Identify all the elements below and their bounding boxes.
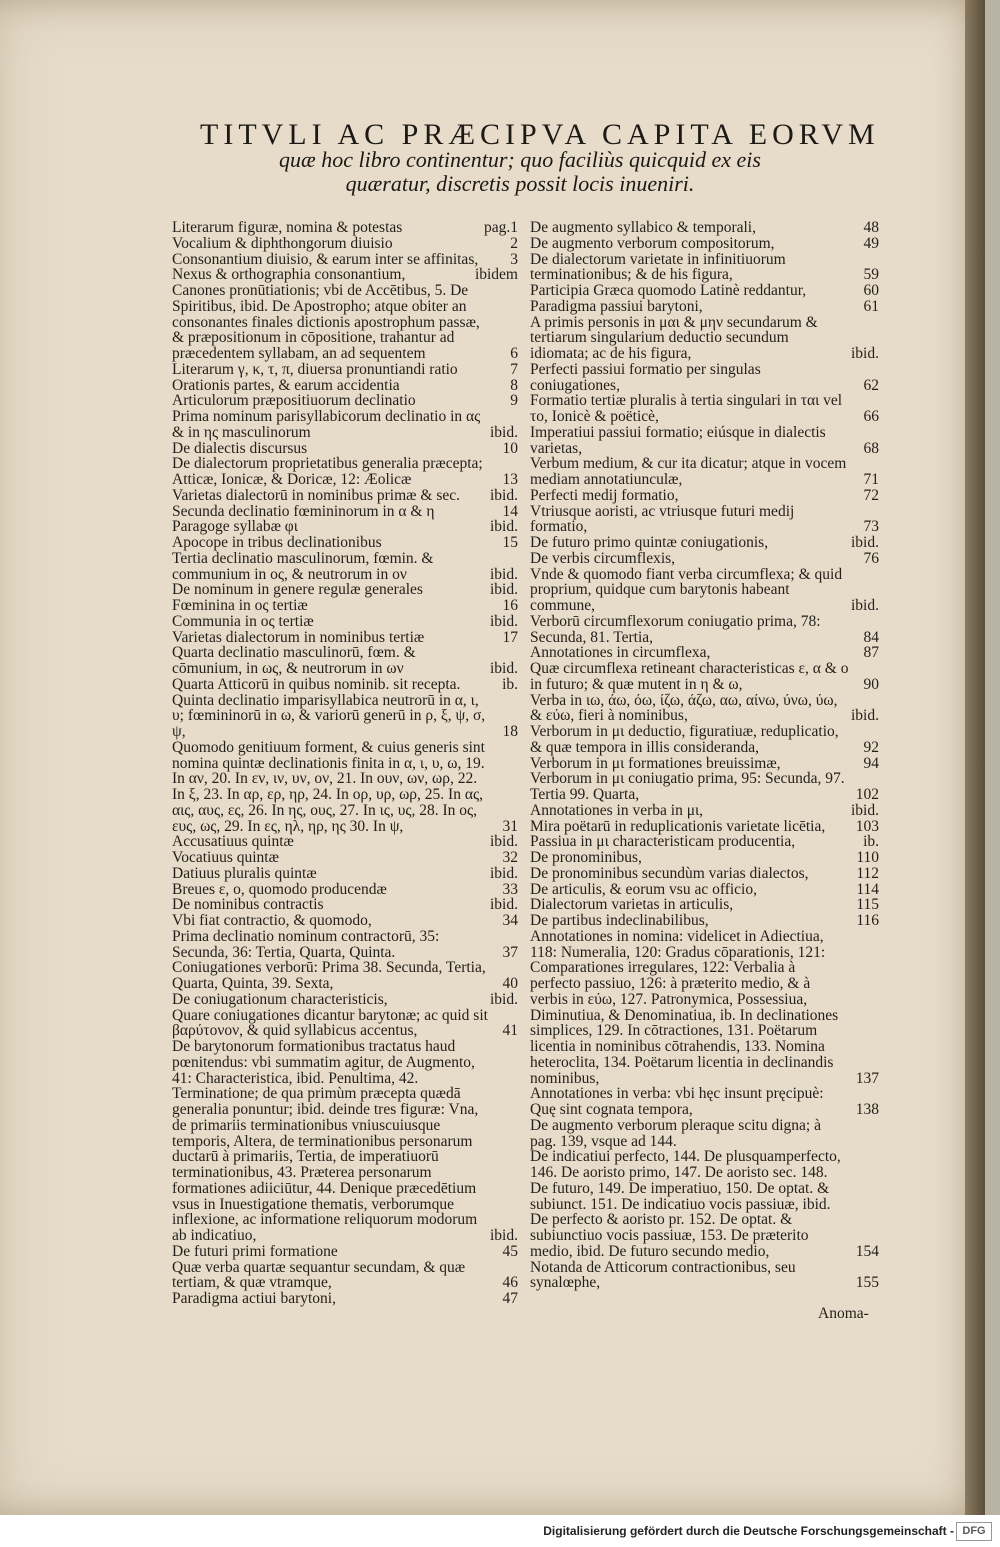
entry-page: 60 xyxy=(863,282,879,299)
index-entry xyxy=(530,756,879,772)
entry-page: ibid. xyxy=(490,990,518,1008)
entry-title: Imperatiui passiui formatio; eiúsque in dialectis varietas, xyxy=(530,423,826,457)
entry-title: Literarum figuræ, nomina & potestas xyxy=(172,219,403,236)
entry-title: De barytonorum formationibus tractatus haud pœnitendus: vbi summatim agitur, de Augmento, 41: Characteristica, ibid. Penultima, 42. Terminatione; de qua primùm præcepta quædā generalia ponuntur; ibid. deinde tres figuræ: Vna, de primariis terminationibus vniuscuiusque temporis, Altera, de terminationibus personarum ductarū à primariis, Tertia, de imperatiuorū terminationibus, 43. Præterea personarum formationes adiiciūtur, 44. Denique præcedētium vsus in Inuestigatione thematis, verborumque inflexione, ac informatione reliquorum modorum ab indicatiuo, xyxy=(172,1038,479,1244)
entry-title: Verborum in μι formationes breuissimæ, xyxy=(530,754,781,772)
entry-title: Accusatiuus quintæ xyxy=(172,833,294,851)
entry-page: 37 xyxy=(502,943,518,961)
entry-title: De augmento verborum pleraque scitu digna; à pag. 139, vsque ad 144. xyxy=(530,1116,821,1150)
entry-title: Verbum medium, & cur ita dicatur; atque in vocem mediam annotatiunculæ, xyxy=(530,455,847,488)
entry-title: Verborū circumflexorum coniugatio prima, 78: Secunda, 81. Tertia, xyxy=(530,612,821,646)
entry-title: De pronominibus, xyxy=(530,849,642,866)
entry-page: 46 xyxy=(502,1274,518,1292)
index-entry xyxy=(172,393,518,409)
entry-title: Annotationes in verba: vbi hęc insunt pręcipuè: Quę sint cognata tempora, xyxy=(530,1085,824,1118)
entry-page: 76 xyxy=(863,549,879,567)
index-entry xyxy=(530,1118,879,1150)
entry-page: 72 xyxy=(863,486,879,504)
entry-title: De nominum in genere regulæ generales xyxy=(172,581,423,599)
index-entry xyxy=(530,819,879,835)
entry-page: ibid. xyxy=(490,833,518,851)
entry-page: ibid. xyxy=(490,581,518,599)
page-subtitle: quæ hoc libro continentur; quo faciliùs quicquid ex eis quæratur, discretis possit locis inueniri. xyxy=(279,147,761,196)
index-entry xyxy=(172,488,518,504)
digitization-footer xyxy=(0,1515,1000,1547)
entry-page: 9 xyxy=(510,392,518,410)
entry-page: 34 xyxy=(502,912,518,929)
entry-title: Fœminina in ος tertiæ xyxy=(172,597,308,614)
index-entry xyxy=(530,535,879,551)
entry-page: 102 xyxy=(855,786,879,803)
index-entry xyxy=(172,582,518,598)
entry-title: Mira poëtarū in reduplicationis varietate licētia, xyxy=(530,817,826,835)
entry-page: 116 xyxy=(856,912,879,929)
index-entry xyxy=(172,283,518,362)
index-entry xyxy=(172,535,518,551)
entry-page: ibid. xyxy=(851,801,879,819)
entry-title: Orationis partes, & earum accidentia xyxy=(172,376,400,394)
entry-page: 7 xyxy=(510,360,518,378)
page-title: TITVLI AC PRÆCIPVA CAPITA EORVM xyxy=(200,118,880,151)
index-entry xyxy=(530,834,879,850)
index-entry xyxy=(172,378,518,394)
entry-page: 68 xyxy=(863,439,879,457)
entry-page: ibid. xyxy=(851,707,879,725)
entry-title: De dialectorum proprietatibus generalia præcepta; Atticæ, Ionicæ, & Doricæ, 12: Æolicæ xyxy=(172,455,483,488)
entry-title: Annotationes in verba in μι, xyxy=(530,801,704,819)
index-entry xyxy=(172,913,518,929)
entry-page: 49 xyxy=(863,234,879,252)
entry-page: 18 xyxy=(502,723,518,740)
index-entry xyxy=(530,771,879,803)
entry-page: 10 xyxy=(502,439,518,457)
entry-title: De verbis circumflexis, xyxy=(530,549,676,567)
catchword: Anoma- xyxy=(818,1305,869,1322)
entry-title: Paragoge syllabæ φι xyxy=(172,518,298,536)
index-entry xyxy=(172,1244,518,1260)
index-entry xyxy=(530,315,879,362)
entry-page: 13 xyxy=(502,471,518,488)
entry-title: De dialectis discursus xyxy=(172,439,308,457)
index-entry xyxy=(172,456,518,488)
entry-page: 48 xyxy=(863,219,879,236)
entry-page: ibid. xyxy=(490,423,518,441)
entry-title: Breues ε, ο, quomodo producendæ xyxy=(172,880,387,898)
entry-title: Quarta declinatio masculinorū, fœm. & cōmunium, in ως, & neutrorum in ων xyxy=(172,644,416,677)
entry-page: ibid. xyxy=(490,565,518,583)
entry-page: 15 xyxy=(502,534,518,551)
index-entry xyxy=(530,929,879,1087)
entry-title: Prima declinatio nominum contractorū, 35: Secunda, 36: Tertia, Quarta, Quinta. xyxy=(172,927,440,961)
entry-page: 8 xyxy=(510,376,518,394)
entry-page: 45 xyxy=(502,1242,518,1260)
entry-title: Dialectorum varietas in articulis, xyxy=(530,896,734,914)
entry-page: 16 xyxy=(502,597,518,614)
index-entry xyxy=(530,803,879,819)
index-entry xyxy=(530,1086,879,1118)
entry-page: ibid. xyxy=(851,534,879,551)
entry-title: Secunda declinatio fœmininorum in α & η xyxy=(172,502,435,520)
index-entry xyxy=(530,456,879,488)
entry-page: 17 xyxy=(502,628,518,646)
entry-page: 41 xyxy=(502,1022,518,1040)
entry-page: 87 xyxy=(863,644,879,662)
index-entry xyxy=(530,850,879,866)
entry-page: 90 xyxy=(863,675,879,693)
entry-title: Consonantium diuisio, & earum inter se affinitas, xyxy=(172,250,479,268)
index-entry xyxy=(530,724,879,756)
entry-title: Canones pronūtiationis; vbi de Accētibus, 5. De Spiritibus, ibid. De Apostropho; atque obiter an consonantes finales dictionis apostrophum passæ, & præpositionum in cōpositione, trahantur ad præcedentem syllabam, an ad sequentem xyxy=(172,282,480,362)
entry-page: 137 xyxy=(855,1069,879,1087)
index-entry xyxy=(172,252,518,268)
index-entry xyxy=(172,519,518,535)
index-entry xyxy=(172,598,518,614)
index-entry xyxy=(530,866,879,882)
index-entry xyxy=(530,252,879,284)
entry-title: De dialectorum varietate in infinitiuorum terminationibus; & de his figura, xyxy=(530,250,786,284)
entry-title: Annotationes in circumflexa, xyxy=(530,644,711,662)
index-entry xyxy=(172,409,518,441)
index-entry xyxy=(530,299,879,315)
dfg-logo-icon: DFG xyxy=(956,1522,992,1541)
index-entry xyxy=(530,488,879,504)
entry-title: Articulorum præpositiuorum declinatio xyxy=(172,392,416,410)
entry-title: Verborum in μι coniugatio prima, 95: Secunda, 97. Tertia 99. Quarta, xyxy=(530,770,845,803)
book-spine-edge xyxy=(965,0,985,1515)
entry-title: Quarta Atticorū in quibus nominib. sit recepta. xyxy=(172,675,461,693)
index-entry xyxy=(530,1260,879,1292)
entry-page: 14 xyxy=(502,502,518,520)
entry-page: 155 xyxy=(855,1274,879,1292)
entry-title: Annotationes in nomina: videlicet in Adiectiua, 118: Numeralia, 120: Gradus cōparationis, 121: Comparationes irregulares, 122: Verbalia à perfecto passiuo, 126: à præterito medio, & à verbis in εύω, 127. Patronymica, Possessiua, Diminutiua, & Denominatiua, ib. In declinationes simplices, 129. In cōtractiones, 131. Poëtarum licentia in nominibus cōtrahendis, 133. Nomina heteroclita, 134. Poëtarum licentia in declinandis nominibus, xyxy=(530,927,839,1087)
entry-page: 47 xyxy=(502,1290,518,1307)
entry-page: pag.1 xyxy=(483,219,518,236)
index-entry xyxy=(530,551,879,567)
entry-page: 33 xyxy=(502,880,518,898)
entry-title: Quæ circumflexa retineant characteristicas ε, α & ο in futuro; & quæ mutent in η & ω, xyxy=(530,660,849,693)
entry-title: Quare coniugationes dicantur barytonæ; ac quid sit βαρύτονον, & quid syllabicus accentus, xyxy=(172,1006,488,1040)
entry-title: A primis personis in μαι & μην secundarum & tertiarum singularium deductio secundum idiomata; ac de his figura, xyxy=(530,313,818,362)
entry-title: Communia in ος tertiæ xyxy=(172,612,314,630)
entry-page: 71 xyxy=(863,471,879,488)
entry-title: Vtriusque aoristi, ac vtriusque futuri medij formatio, xyxy=(530,502,795,536)
entry-title: De nominibus contractis xyxy=(172,896,324,914)
entry-title: Paradigma actiui barytoni, xyxy=(172,1290,336,1307)
entry-title: De indicatiui perfecto, 144. De plusquamperfecto, 146. De aoristo primo, 147. De aoristo sec. 148. De futuro, 149. De imperatiuo, 150. De optat. & subiunct. 151. De indicatiuo vocis passiuæ, ibid. De perfecto & aoristo pr. 152. De optat. & subiunctiuo vocis passiuæ, 153. De præterito medio, ibid. De futuro secundo medio, xyxy=(530,1148,841,1260)
entry-title: Vocalium & diphthongorum diuisio xyxy=(172,234,393,252)
index-entry xyxy=(172,1008,518,1040)
index-entry xyxy=(172,630,518,646)
index-entry xyxy=(530,645,879,661)
index-entry xyxy=(172,1260,518,1292)
entry-title: Coniugationes verborū: Prima 38. Secunda, Tertia, Quarta, Quinta, 39. Sexta, xyxy=(172,959,486,992)
index-entry xyxy=(172,236,518,252)
entry-page: 154 xyxy=(855,1242,879,1260)
entry-title: Participia Græca quomodo Latinè reddantur, xyxy=(530,282,807,299)
entry-page: ibid. xyxy=(490,612,518,630)
entry-title: Varietas dialectorū in nominibus primæ & sec. xyxy=(172,486,460,504)
entry-page: ibid. xyxy=(490,896,518,914)
entry-page: 61 xyxy=(863,297,879,315)
entry-page: ibidem xyxy=(474,266,518,284)
entry-page: 138 xyxy=(855,1101,879,1118)
entry-title: Verba in ιω, άω, όω, ίζω, άζω, αω, αίνω, ύνω, ύω, & εύω, fieri à nominibus, xyxy=(530,691,838,725)
entry-title: Paradigma passiui barytoni, xyxy=(530,297,703,315)
entry-title: Perfecti passiui formatio per singulas coniugationes, xyxy=(530,360,761,394)
index-entry xyxy=(172,267,518,283)
index-entry xyxy=(172,693,518,740)
entry-page: ibid. xyxy=(490,486,518,504)
entry-title: Apocope in tribus declinationibus xyxy=(172,534,382,551)
entry-title: De pronominibus secundùm varias dialectos, xyxy=(530,864,809,882)
entry-title: Prima nominum parisyllabicorum declinatio in ας & in ης masculinorum xyxy=(172,408,481,441)
entry-page: 114 xyxy=(856,880,879,898)
entry-title: De augmento verborum compositorum, xyxy=(530,234,775,252)
index-entry xyxy=(530,504,879,536)
index-entry xyxy=(530,1149,879,1259)
index-entry xyxy=(172,551,518,583)
entry-title: Literarum γ, κ, τ, π, diuersa pronuntiandi ratio xyxy=(172,360,458,378)
entry-page: 73 xyxy=(863,518,879,536)
index-entry xyxy=(530,236,879,252)
entry-title: Datiuus pluralis quintæ xyxy=(172,864,317,882)
entry-page: ibid. xyxy=(490,660,518,677)
index-entry xyxy=(530,362,879,394)
index-entry xyxy=(172,866,518,882)
entry-title: Tertia declinatio masculinorum, fœmin. & communium in ος, & neutrorum in ον xyxy=(172,549,434,583)
index-entry xyxy=(172,992,518,1008)
entry-page: 103 xyxy=(855,817,879,835)
entry-page: 84 xyxy=(863,628,879,646)
entry-title: Formatio tertiæ pluralis à tertia singulari in ται vel το, Ionicè & poëticè, xyxy=(530,392,843,425)
index-entry xyxy=(172,441,518,457)
entry-page: ibid. xyxy=(490,518,518,536)
entry-page: 3 xyxy=(510,250,518,268)
index-entry xyxy=(172,220,518,236)
entry-page: 92 xyxy=(863,738,879,756)
entry-title: Vbi fiat contractio, & quomodo, xyxy=(172,912,372,929)
entry-title: Quinta declinatio imparisyllabica neutrorū in α, ι, υ; fœmininorū in ω, & variorū generū in ρ, ξ, ψ, σ, ψ, xyxy=(172,691,486,740)
entry-title: Quæ verba quartæ sequantur secundam, & quæ tertiam, & quæ vtramque, xyxy=(172,1258,466,1292)
index-entry xyxy=(172,677,518,693)
index-entry xyxy=(172,882,518,898)
index-entry xyxy=(530,425,879,457)
entry-page: 62 xyxy=(863,376,879,394)
index-entry xyxy=(530,567,879,614)
entry-page: 112 xyxy=(856,864,879,882)
index-entry xyxy=(530,614,879,646)
entry-page: 6 xyxy=(510,345,518,362)
entry-page: ib. xyxy=(502,675,518,693)
entry-page: 59 xyxy=(863,266,879,284)
index-entry xyxy=(530,882,879,898)
entry-page: 2 xyxy=(510,234,518,252)
entry-page: 94 xyxy=(863,754,879,772)
index-entry xyxy=(530,661,879,693)
index-entry xyxy=(172,740,518,835)
index-entry xyxy=(530,897,879,913)
entry-page: 110 xyxy=(856,849,879,866)
index-entry xyxy=(172,897,518,913)
entry-title: Perfecti medij formatio, xyxy=(530,486,679,504)
index-column-right xyxy=(530,220,879,1291)
entry-page: 31 xyxy=(502,817,518,835)
index-entry xyxy=(172,1291,518,1307)
footer-credit: Digitalisierung gefördert durch die Deutsche Forschungsgemeinschaft - xyxy=(543,1524,954,1538)
index-entry xyxy=(172,960,518,992)
entry-title: Passiua in μι characteristicam producentia, xyxy=(530,833,796,851)
index-entry xyxy=(172,645,518,677)
entry-title: De articulis, & eorum vsu ac officio, xyxy=(530,880,757,898)
index-entry xyxy=(172,362,518,378)
entry-title: Varietas dialectorum in nominibus tertiæ xyxy=(172,628,425,646)
index-entry xyxy=(530,283,879,299)
index-column-left xyxy=(172,220,518,1307)
entry-title: De futuro primo quintæ coniugationis, xyxy=(530,534,769,551)
index-entry xyxy=(172,850,518,866)
index-entry xyxy=(530,913,879,929)
entry-page: ibid. xyxy=(490,1227,518,1244)
index-entry xyxy=(530,393,879,425)
entry-title: Vnde & quomodo fiant verba circumflexa; & quid proprium, quidque cum barytonis habeant commune, xyxy=(530,565,843,614)
entry-title: De partibus indeclinabilibus, xyxy=(530,912,709,929)
entry-page: ib. xyxy=(863,833,879,851)
entry-title: Verborum in μι deductio, figuratiuæ, reduplicatio, & quæ tempora in illis consideranda, xyxy=(530,723,839,756)
index-entry xyxy=(172,504,518,520)
entry-title: De coniugationum characteristicis, xyxy=(172,990,388,1008)
entry-title: Vocatiuus quintæ xyxy=(172,849,279,866)
index-entry xyxy=(172,929,518,961)
entry-title: De futuri primi formatione xyxy=(172,1242,338,1260)
entry-page: 66 xyxy=(863,408,879,425)
entry-page: 32 xyxy=(502,849,518,866)
entry-title: Notanda de Atticorum contractionibus, seu synalœphe, xyxy=(530,1258,796,1292)
entry-title: Quomodo genitiuum forment, & cuius generis sint nomina quintæ declinationis finita in α, ι, υ, ω, 19. In αν, 20. In εν, ιν, υν, ον, 21. In ουν, ων, ωρ, 22. In ξ, 23. In αρ, ερ, ηρ, 24. In ορ, υρ, ωρ, 25. In ας, αις, αυς, ες, 26. In ης, ους, 27. In ις, υς, 28. In ος, ευς, ως, 29. In ες, ηλ, ηρ, ης 30. In ψ, xyxy=(172,738,485,835)
entry-page: ibid. xyxy=(851,597,879,614)
index-entry xyxy=(172,614,518,630)
index-entry xyxy=(172,1039,518,1244)
entry-title: De augmento syllabico & temporali, xyxy=(530,219,756,236)
entry-page: ibid. xyxy=(851,345,879,362)
entry-page: 115 xyxy=(856,896,879,914)
entry-page: ibid. xyxy=(490,864,518,882)
index-entry xyxy=(172,834,518,850)
entry-page: 40 xyxy=(502,975,518,992)
index-entry xyxy=(530,693,879,725)
entry-title: Nexus & orthographia consonantium, xyxy=(172,266,406,284)
index-entry xyxy=(530,220,879,236)
